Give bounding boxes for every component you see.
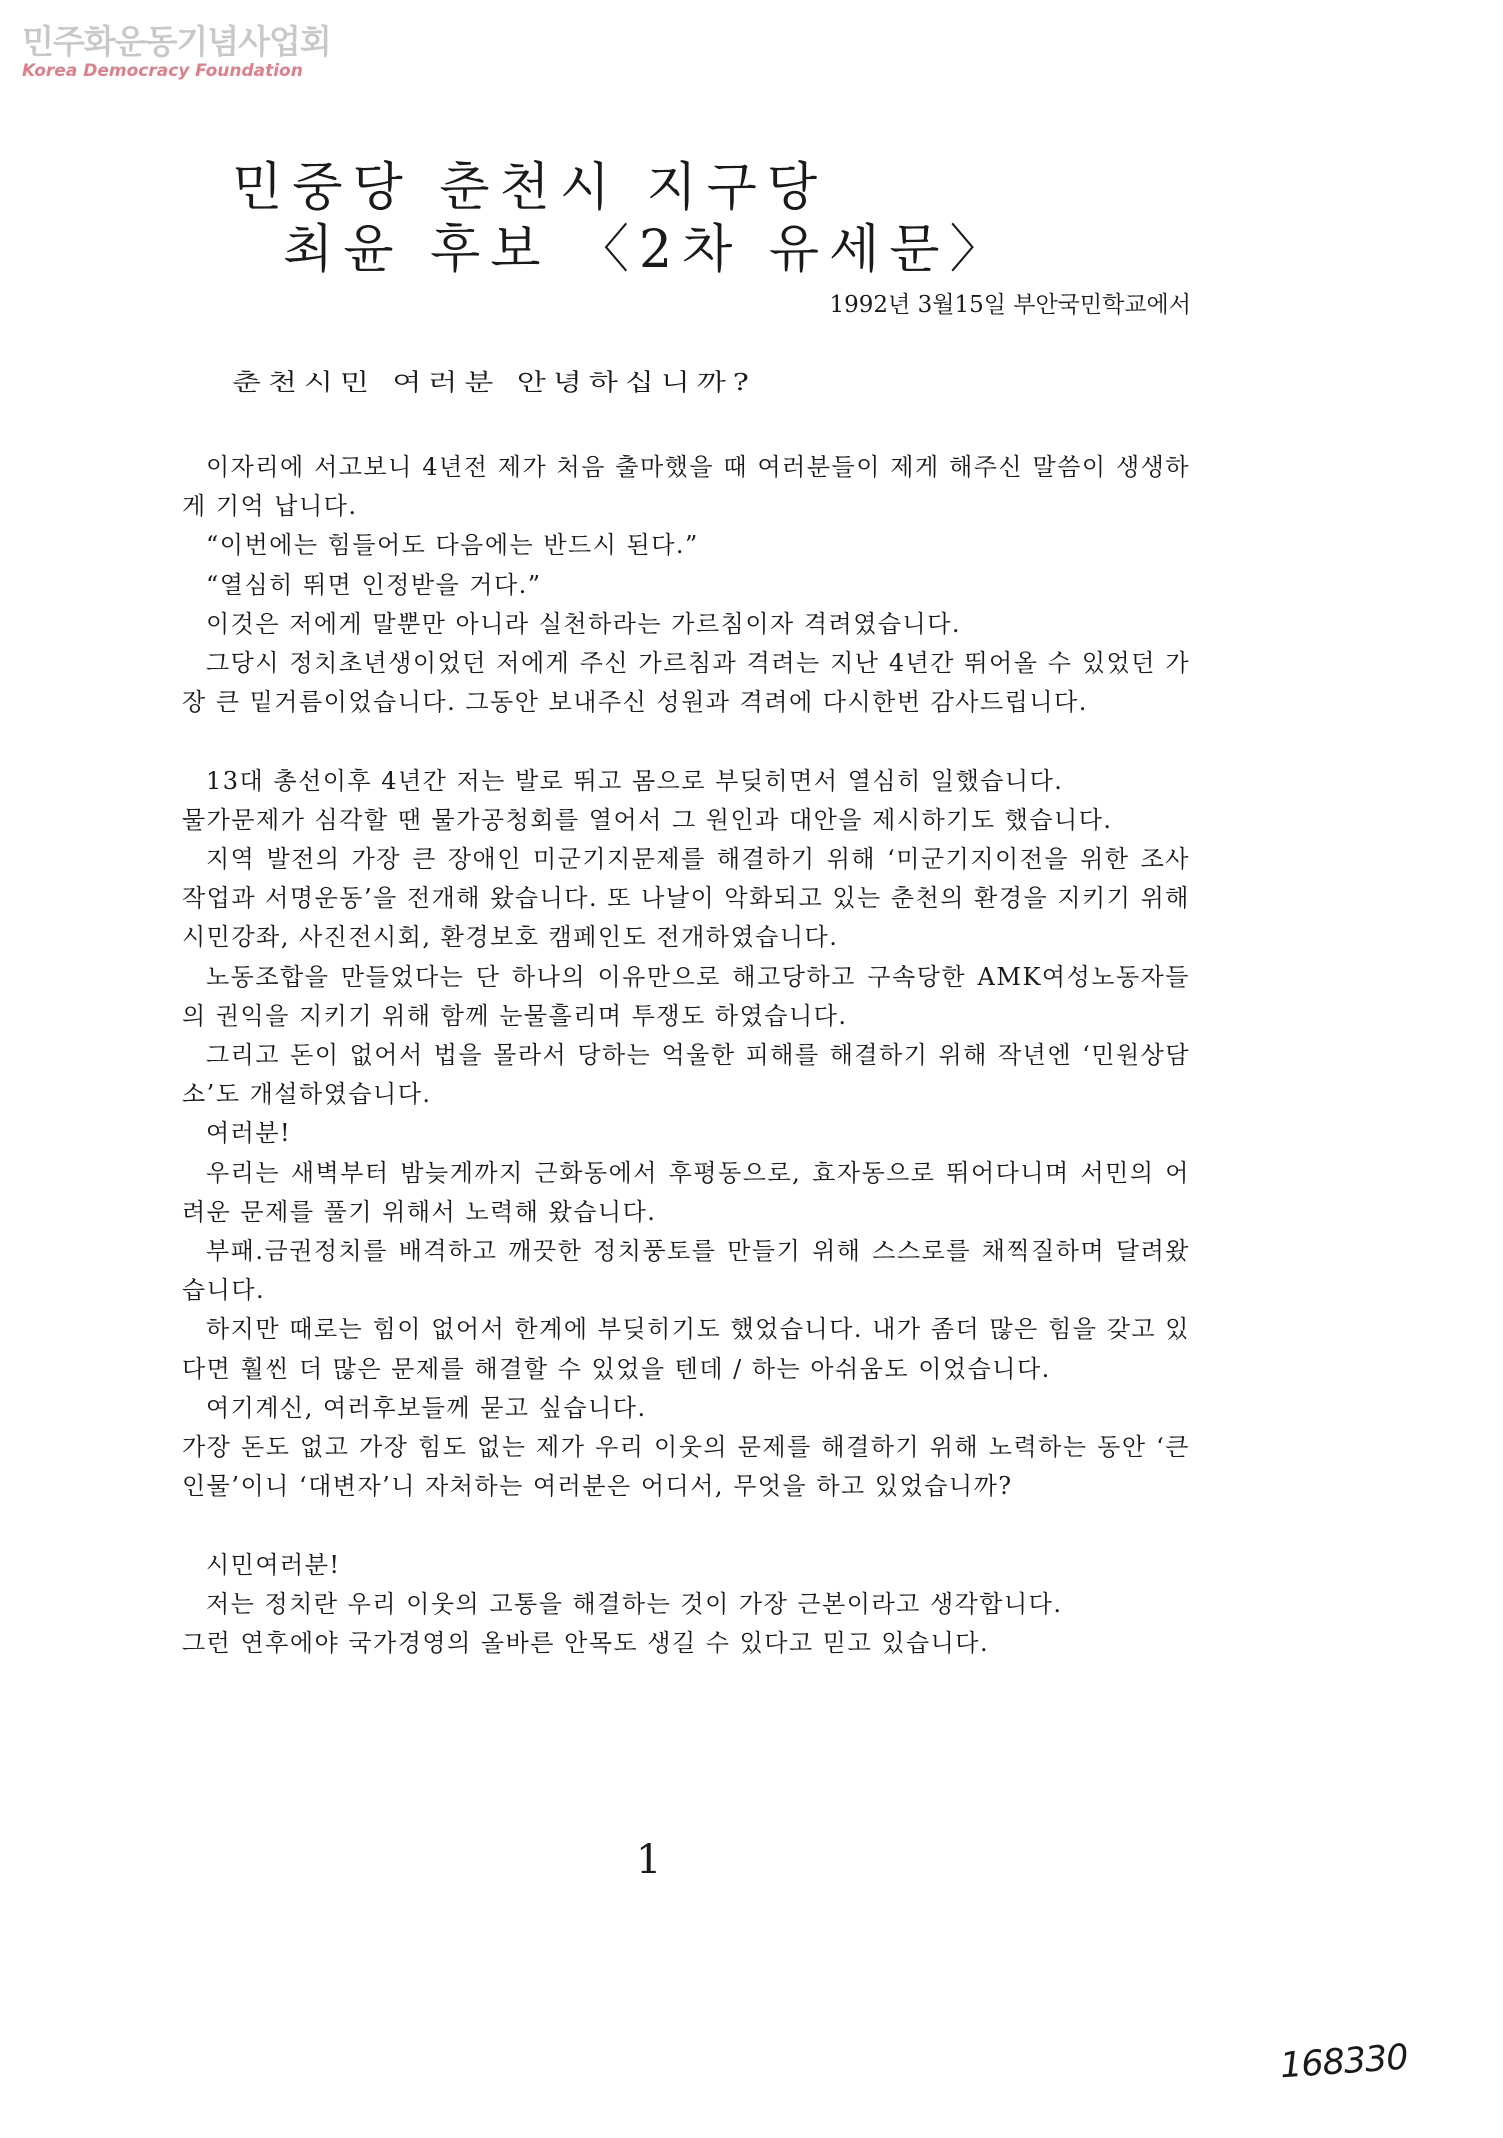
speech-paragraph: 노동조합을 만들었다는 단 하나의 이유만으로 해고당하고 구속당한 AMK여성노동자들의 권익을 지키기 위해 함께 눈물흘리며 투쟁도 하였습니다. bbox=[182, 962, 1190, 1030]
speech-paragraph: 13대 총선이후 4년간 저는 발로 뛰고 몸으로 부딪히면서 열심히 일했습니다. bbox=[206, 766, 1064, 795]
speech-paragraph: 하지만 때로는 힘이 없어서 한계에 부딪히기도 했었습니다. 내가 좀더 많은 힘을 갖고 있다면 훨씬 더 많은 문제를 해결할 수 있었을 텐데 / 하는 아쉬움도 이었습니다. bbox=[182, 1315, 1190, 1383]
logo-korean-text: 민주화운동기념사업회 bbox=[22, 22, 331, 61]
speech-paragraph: 부패.금권정치를 배격하고 깨끗한 정치풍토를 만들기 위해 스스로를 채찍질하며 달려왔습니다. bbox=[182, 1237, 1190, 1305]
paragraph-gap bbox=[182, 722, 1190, 761]
speech-paragraph: “열심히 뛰면 인정받을 거다.” bbox=[206, 570, 542, 599]
speech-paragraph: 그당시 정치초년생이었던 저에게 주신 가르침과 격려는 지난 4년간 뛰어올 수 있었던 가장 큰 밑거름이었습니다. 그동안 보내주신 성원과 격려에 다시한번 감사드립니다. bbox=[182, 649, 1190, 717]
speech-paragraph: 물가문제가 심각할 땐 물가공청회를 열어서 그 원인과 대안을 제시하기도 했습니다. bbox=[182, 805, 1113, 834]
speech-paragraph: 그런 연후에야 국가경영의 올바른 안목도 생길 수 있다고 믿고 있습니다. bbox=[182, 1629, 990, 1658]
document-title-line2: 최윤 후보 〈2차 유세문〉 bbox=[283, 220, 1012, 280]
speech-paragraph: 가장 돈도 없고 가장 힘도 없는 제가 우리 이웃의 문제를 해결하기 위해 노력하는 동안 ‘큰 인물’이니 ‘대변자’니 자처하는 여러분은 어디서, 무엇을 하고 있었습니까? bbox=[182, 1433, 1190, 1501]
speech-paragraph: 그리고 돈이 없어서 법을 몰라서 당하는 억울한 피해를 해결하기 위해 작년엔 ‘민원상담소’도 개설하였습니다. bbox=[182, 1041, 1190, 1109]
speech-paragraph: 이자리에 서고보니 4년전 제가 처음 출마했을 때 여러분들이 제게 해주신 말씀이 생생하게 기억 납니다. bbox=[182, 453, 1190, 521]
foundation-logo bbox=[22, 22, 331, 82]
speech-paragraph: 여러분! bbox=[206, 1119, 292, 1148]
speech-paragraph: 시민여러분! bbox=[206, 1550, 341, 1579]
speech-paragraph: 여기계신, 여러후보들께 묻고 싶습니다. bbox=[206, 1393, 647, 1422]
document-title-line1: 민중당 춘천시 지구당 bbox=[232, 158, 828, 218]
speech-paragraph: 우리는 새벽부터 밤늦게까지 근화동에서 후평동으로, 효자동으로 뛰어다니며 서민의 어려운 문제를 풀기 위해서 노력해 왔습니다. bbox=[182, 1158, 1190, 1226]
speech-paragraph: 이것은 저에게 말뿐만 아니라 실천하라는 가르침이자 격려였습니다. bbox=[206, 609, 962, 638]
archive-number: 168330 bbox=[1279, 2037, 1410, 2087]
speech-body bbox=[182, 448, 1190, 1663]
paragraph-gap bbox=[182, 1506, 1190, 1545]
speech-paragraph: 저는 정치란 우리 이웃의 고통을 해결하는 것이 가장 근본이라고 생각합니다. bbox=[206, 1589, 1063, 1618]
dateline: 1992년 3월15일 부안국민학교에서 bbox=[829, 292, 1191, 318]
speech-paragraph: 지역 발전의 가장 큰 장애인 미군기지문제를 해결하기 위해 ‘미군기지이전을 위한 조사작업과 서명운동’을 전개해 왔습니다. 또 나날이 악화되고 있는 춘천의 환경을 지키기 위해 시민강좌, 사진전시회, 환경보호 캠페인도 전개하였습니다. bbox=[182, 845, 1190, 952]
page-number: 1 bbox=[636, 1837, 662, 1883]
speech-paragraph: “이번에는 힘들어도 다음에는 반드시 된다.” bbox=[206, 531, 699, 560]
logo-english-text: Korea Democracy Foundation bbox=[22, 61, 303, 81]
greeting-heading: 춘천시민 여러분 안녕하십니까? bbox=[232, 368, 756, 397]
